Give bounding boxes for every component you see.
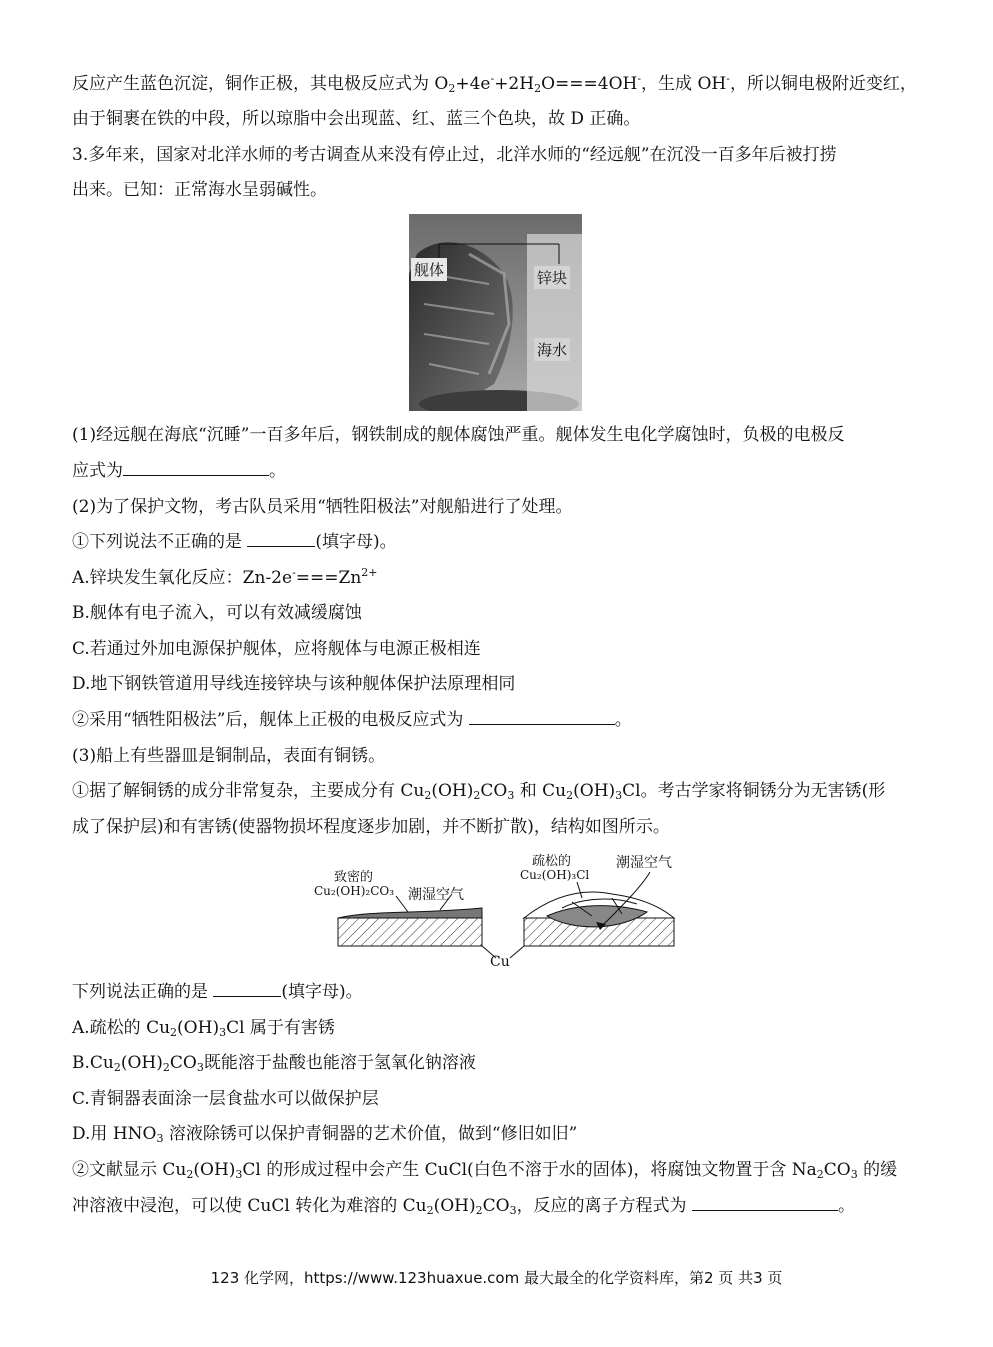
text-line: ①据了解铜锈的成分非常复杂，主要成分有 $Cu_2(OH)_2CO_3$ 和 $Cu_2(OH)_3Cl$。考古学家将铜锈分为无害锈(形 <box>72 781 886 802</box>
answer-blank[interactable] <box>247 530 315 547</box>
answer-blank[interactable] <box>213 980 281 997</box>
answer-blank[interactable] <box>692 1194 838 1211</box>
cu2oh2co3-label: Cu₂(OH)₂CO₃ <box>314 884 395 898</box>
answer-blank[interactable] <box>469 708 615 725</box>
text-line: 下列说法正确的是 (填字母)。 <box>72 982 363 1002</box>
option-b: B.舰体有电子流入，可以有效减缓腐蚀 <box>72 603 362 623</box>
option-c: C.若通过外加电源保护舰体，应将舰体与电源正极相连 <box>72 639 481 659</box>
hull-label: 舰体 <box>411 258 447 281</box>
shipwreck-photo <box>409 214 582 411</box>
option-a: A.锌块发生氧化反应：$Zn-2e^-===Zn^{2+}$ <box>72 566 378 588</box>
question-part-1: (1)经远舰在海底“沉睡”一百多年后，钢铁制成的舰体腐蚀严重。舰体发生电化学腐蚀时，负极的电极反 <box>72 425 845 445</box>
text-line: 应式为 。 <box>72 461 286 481</box>
text-line: 反应产生蓝色沉淀，铜作正极，其电极反应式为 $O_2+4e^-+2H_2O===4OH^-$，生成 OH-，所以铜电极附近变红， <box>72 72 917 95</box>
moist-air-label-right: 潮湿空气 <box>616 855 672 871</box>
text-line: 出来。已知：正常海水呈弱碱性。 <box>72 180 327 200</box>
rust-structure-diagram <box>312 846 692 974</box>
option-b: $B.Cu_2(OH)_2CO_3$既能溶于盐酸也能溶于氢氧化钠溶液 <box>72 1053 476 1074</box>
cu2oh3cl-label: Cu₂(OH)₃Cl <box>520 868 590 882</box>
question-part-2: (2)为了保护文物，考古队员采用“牺牲阳极法”对舰船进行了处理。 <box>72 497 573 517</box>
dense-label: 致密的 <box>334 870 374 885</box>
text-line: ②文献显示 $Cu_2(OH)_3Cl$ 的形成过程中会产生 CuCl(白色不溶于水的固体)，将腐蚀文物置于含 $Na_2CO_3$ 的缓 <box>72 1160 898 1181</box>
text-line: 冲溶液中浸泡，可以使 CuCl 转化为难溶的 $Cu_2(OH)_2CO_3$，反应的离子方程式为 。 <box>72 1196 855 1217</box>
option-d: D.地下钢铁管道用导线连接锌块与该种舰体保护法原理相同 <box>72 674 516 694</box>
zinc-label: 锌块 <box>534 266 570 289</box>
seawater-label: 海水 <box>534 338 570 361</box>
text-line: ②采用“牺牲阳极法”后，舰体上正极的电极反应式为 。 <box>72 710 632 730</box>
text-line: 由于铜裹在铁的中段，所以琼脂中会出现蓝、红、蓝三个色块，故 D 正确。 <box>72 109 641 129</box>
text-line: 成了保护层)和有害锈(使器物损坏程度逐步加剧，并不断扩散)，结构如图所示。 <box>72 817 670 837</box>
loose-label: 疏松的 <box>532 854 572 869</box>
text-line: ①下列说法不正确的是 (填字母)。 <box>72 532 397 552</box>
option-c: C.青铜器表面涂一层食盐水可以做保护层 <box>72 1089 379 1109</box>
option-a: A.疏松的 $Cu_2(OH)_3Cl$ 属于有害锈 <box>72 1018 335 1039</box>
copper-label: Cu <box>490 954 510 970</box>
moist-air-label-left: 潮湿空气 <box>408 887 464 903</box>
page-footer: 123 化学网，https://www.123huaxue.com 最大最全的化学资料库，第2 页 共3 页 <box>210 1269 783 1287</box>
answer-blank[interactable] <box>123 459 269 476</box>
option-d: D.用 $HNO_3$ 溶液除锈可以保护青铜器的艺术价值，做到“修旧如旧” <box>72 1124 578 1145</box>
question-3-stem: 3.多年来，国家对北洋水师的考古调查从来没有停止过，北洋水师的“经远舰”在沉没一百多年后被打捞 <box>72 145 837 165</box>
question-part-3: (3)船上有些器皿是铜制品，表面有铜锈。 <box>72 746 386 766</box>
